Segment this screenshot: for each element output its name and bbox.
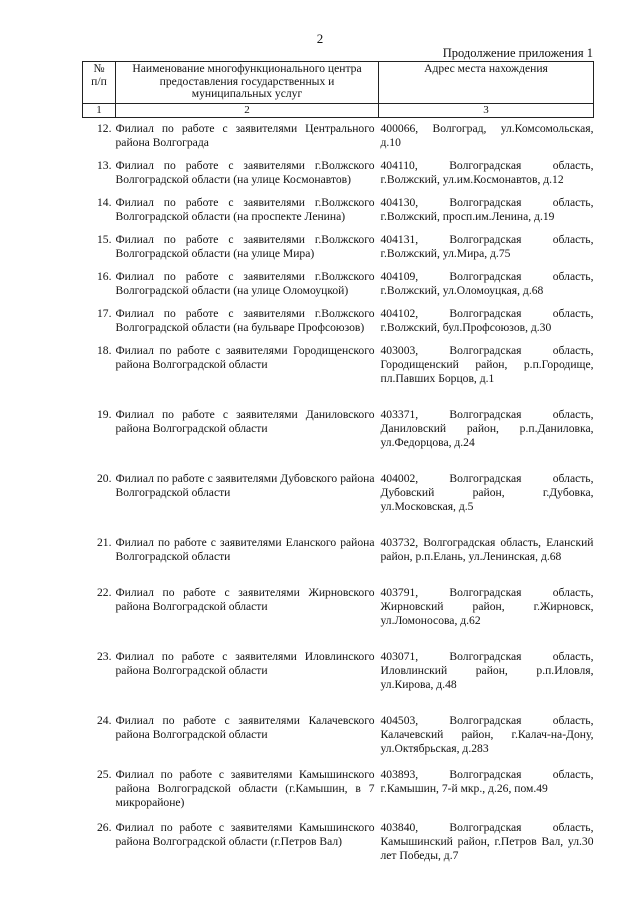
row-number: 13. — [97, 158, 112, 172]
row-number: 17. — [97, 306, 112, 320]
table-body — [83, 117, 594, 863]
table-row — [83, 692, 594, 756]
branch-address: 403732, Волгоградская область, Еланский район, р.п.Елань, ул.Ленинская, д.68 — [380, 535, 594, 563]
branch-name: Филиал по работе с заявителями г.Волжского Волгоградской области (на улице Космонавтов) — [115, 158, 375, 186]
column-number: 3 — [379, 103, 594, 117]
table-row — [83, 187, 594, 224]
branch-address: 403893, Волгоградская область, г.Камышин, 7-й мкр., д.26, пом.49 — [380, 767, 594, 795]
branch-address: 403840, Волгоградская область, Камышинский район, г.Петров Вал, ул.30 лет Победы, д.7 — [380, 820, 594, 862]
row-number: 24. — [97, 713, 112, 727]
column-number: 1 — [83, 103, 116, 117]
branch-name: Филиал по работе с заявителями г.Волжского Волгоградской области (на улице Мира) — [115, 232, 375, 260]
row-number: 14. — [97, 195, 112, 209]
branch-name: Филиал по работе с заявителями г.Волжского Волгоградской области (на проспекте Ленина) — [115, 195, 375, 223]
table-row — [83, 335, 594, 386]
branch-name: Филиал по работе с заявителями Калачевского района Волгоградской области — [115, 713, 375, 741]
branch-address: 404503, Волгоградская область, Калачевский район, г.Калач-на-Дону, ул.Октябрьская, д.283 — [380, 713, 594, 755]
page-number: 2 — [316, 31, 324, 46]
branch-address: 404110, Волгоградская область, г.Волжский, ул.им.Космонавтов, д.12 — [380, 158, 594, 186]
branch-name: Филиал по работе с заявителями Камышинского района Волгоградской области (г.Петров Вал) — [115, 820, 375, 848]
branch-name: Филиал по работе с заявителями Городищенского района Волгоградской области — [115, 343, 375, 371]
table-row — [83, 261, 594, 298]
table-row — [83, 150, 594, 187]
branch-address: 403371, Волгоградская область, Даниловский район, р.п.Даниловка, ул.Федорцова, д.24 — [380, 407, 594, 449]
branch-name: Филиал по работе с заявителями Еланского района Волгоградской области — [115, 535, 375, 563]
branches-table — [82, 61, 594, 863]
branch-name: Филиал по работе с заявителями г.Волжского Волгоградской области (на бульваре Профсоюзов) — [115, 306, 375, 334]
row-number: 18. — [97, 343, 112, 357]
row-number: 21. — [97, 535, 112, 549]
row-number: 20. — [97, 471, 112, 485]
header-name: Наименование многофункционального центра предоставления государственных и муниципальных услуг — [116, 62, 379, 104]
branch-address: 400066, Волгоград, ул.Комсомольская, д.10 — [380, 121, 594, 149]
table-row — [83, 810, 594, 863]
branch-address: 404002, Волгоградская область, Дубовский район, г.Дубовка, ул.Московская, д.5 — [380, 471, 594, 513]
branch-address: 404102, Волгоградская область, г.Волжский, бул.Профсоюзов, д.30 — [380, 306, 594, 334]
table-row — [83, 628, 594, 692]
row-number: 23. — [97, 649, 112, 663]
row-number: 25. — [97, 767, 112, 781]
row-number: 19. — [97, 407, 112, 421]
table-row — [83, 450, 594, 514]
table-row — [83, 298, 594, 335]
continuation-note: Продолжение приложения 1 — [442, 46, 593, 60]
row-number: 22. — [97, 585, 112, 599]
table-row — [83, 386, 594, 450]
branch-name: Филиал по работе с заявителями Иловлинского района Волгоградской области — [115, 649, 375, 677]
table-row — [83, 224, 594, 261]
header-address: Адрес места нахождения — [379, 62, 594, 104]
branch-address: 404130, Волгоградская область, г.Волжский, просп.им.Ленина, д.19 — [380, 195, 594, 223]
row-number: 12. — [97, 121, 112, 135]
table-row — [83, 514, 594, 564]
branch-address: 404131, Волгоградская область, г.Волжский, ул.Мира, д.75 — [380, 232, 594, 260]
branch-name: Филиал по работе с заявителями г.Волжского Волгоградской области (на улице Оломоуцкой) — [115, 269, 375, 297]
branch-name: Филиал по работе с заявителями Центрального района Волгограда — [115, 121, 375, 149]
header-num: № п/п — [83, 62, 116, 104]
branch-name: Филиал по работе с заявителями Даниловского района Волгоградской области — [115, 407, 375, 435]
branch-name: Филиал по работе с заявителями Камышинского района Волгоградской области (г.Камышин, в 7 микрорайоне) — [115, 767, 375, 809]
branch-address: 403791, Волгоградская область, Жирновский район, г.Жирновск, ул.Ломоносова, д.62 — [380, 585, 594, 627]
column-number: 2 — [116, 103, 379, 117]
row-number: 15. — [97, 232, 112, 246]
branch-address: 403071, Волгоградская область, Иловлинский район, р.п.Иловля, ул.Кирова, д.48 — [380, 649, 594, 691]
table-row — [83, 756, 594, 810]
table-row — [83, 564, 594, 628]
branch-address: 404109, Волгоградская область, г.Волжский, ул.Оломоуцкая, д.68 — [380, 269, 594, 297]
row-number: 26. — [97, 820, 112, 834]
branch-name: Филиал по работе с заявителями Дубовского района Волгоградской области — [115, 471, 375, 499]
branch-address: 403003, Волгоградская область, Городищенский район, р.п.Городище, пл.Павших Борцов, д.1 — [380, 343, 594, 385]
row-number: 16. — [97, 269, 112, 283]
branch-name: Филиал по работе с заявителями Жирновского района Волгоградской области — [115, 585, 375, 613]
table-row — [83, 117, 594, 150]
